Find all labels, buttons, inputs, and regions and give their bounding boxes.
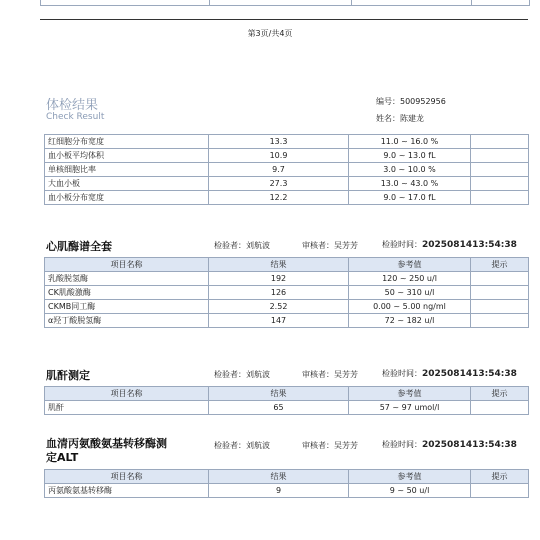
section-time-value: 2025081413:54:38 bbox=[422, 369, 517, 379]
table-header-row bbox=[45, 387, 529, 401]
item-name: α羟丁酸脱氢酶 bbox=[45, 314, 209, 328]
section-title-line1: 血清丙氨酸氨基转移酶测 bbox=[46, 437, 167, 450]
item-result: 2.52 bbox=[209, 300, 349, 314]
item-result: 12.2 bbox=[209, 191, 349, 205]
col-header-ref: 参考值 bbox=[349, 387, 471, 401]
section-title-cardiac-enzymes: 心肌酶谱全套 bbox=[46, 240, 112, 253]
col-header-hint: 提示 bbox=[471, 470, 529, 484]
section-checker: 检验者：刘航波 bbox=[214, 370, 270, 379]
col-header-hint: 提示 bbox=[471, 387, 529, 401]
item-result: 126 bbox=[209, 286, 349, 300]
item-ref: 11.0 ~ 16.0 % bbox=[349, 135, 471, 149]
item-ref: 9 ~ 50 u/l bbox=[349, 484, 471, 498]
table-header-row bbox=[45, 258, 529, 272]
table-row bbox=[45, 484, 529, 498]
report-number-label: 编号： bbox=[376, 97, 400, 106]
alt-table bbox=[44, 469, 529, 498]
col-header-result: 结果 bbox=[209, 387, 349, 401]
item-ref: 57 ~ 97 umol/l bbox=[349, 401, 471, 415]
section-reviewer: 审核者：吴芳芳 bbox=[302, 441, 358, 450]
item-ref: 3.0 ~ 10.0 % bbox=[349, 163, 471, 177]
item-result: 10.9 bbox=[209, 149, 349, 163]
page-separator bbox=[40, 19, 528, 20]
item-ref: 0.00 ~ 5.00 ng/ml bbox=[349, 300, 471, 314]
creatinine-table bbox=[44, 386, 529, 415]
col-header-name: 项目名称 bbox=[45, 387, 209, 401]
item-result: 27.3 bbox=[209, 177, 349, 191]
report-number-value: 500952956 bbox=[400, 97, 446, 106]
table-header-row bbox=[45, 470, 529, 484]
report-number bbox=[376, 96, 446, 107]
item-ref: 72 ~ 182 u/l bbox=[349, 314, 471, 328]
table-row bbox=[45, 314, 529, 328]
item-result: 13.3 bbox=[209, 135, 349, 149]
item-hint bbox=[471, 401, 529, 415]
section-time bbox=[382, 368, 517, 379]
item-hint bbox=[471, 191, 529, 205]
table-row bbox=[45, 177, 529, 191]
section-time-label: 检验时间： bbox=[382, 440, 422, 449]
patient-name-label: 姓名： bbox=[376, 114, 400, 123]
section-checker: 检验者：刘航波 bbox=[214, 441, 270, 450]
item-name: 血小板平均体积 bbox=[45, 149, 209, 163]
item-name: CKMB同工酶 bbox=[45, 300, 209, 314]
section-title-creatinine: 肌酐测定 bbox=[46, 369, 90, 382]
item-hint bbox=[471, 484, 529, 498]
item-result: 9.7 bbox=[209, 163, 349, 177]
item-result: 9 bbox=[209, 484, 349, 498]
item-hint bbox=[471, 314, 529, 328]
item-name: 单核细胞比率 bbox=[45, 163, 209, 177]
table-row bbox=[45, 135, 529, 149]
item-result: 65 bbox=[209, 401, 349, 415]
item-name: CK肌酸激酶 bbox=[45, 286, 209, 300]
table-row bbox=[45, 300, 529, 314]
item-ref: 13.0 ~ 43.0 % bbox=[349, 177, 471, 191]
item-name: 丙氨酸氨基转移酶 bbox=[45, 484, 209, 498]
section-time-value: 2025081413:54:38 bbox=[422, 440, 517, 450]
section-time bbox=[382, 239, 517, 250]
item-hint bbox=[471, 286, 529, 300]
item-name: 血小板分布宽度 bbox=[45, 191, 209, 205]
section-title-alt bbox=[46, 437, 167, 465]
table-row bbox=[45, 272, 529, 286]
section-checker: 检验者：刘航波 bbox=[214, 241, 270, 250]
item-name: 大血小板 bbox=[45, 177, 209, 191]
item-ref: 9.0 ~ 17.0 fL bbox=[349, 191, 471, 205]
table-row bbox=[45, 286, 529, 300]
table-row bbox=[45, 191, 529, 205]
section-time-label: 检验时间： bbox=[382, 240, 422, 249]
page-title-en: Check Result bbox=[46, 112, 105, 122]
item-result: 192 bbox=[209, 272, 349, 286]
item-result: 147 bbox=[209, 314, 349, 328]
item-ref: 120 ~ 250 u/l bbox=[349, 272, 471, 286]
item-hint bbox=[471, 163, 529, 177]
col-header-hint: 提示 bbox=[471, 258, 529, 272]
cardiac-enzymes-table bbox=[44, 257, 529, 328]
item-hint bbox=[471, 135, 529, 149]
table-row bbox=[45, 163, 529, 177]
section-time-value: 2025081413:54:38 bbox=[422, 240, 517, 250]
table-row bbox=[45, 401, 529, 415]
prev-page-table-remnant bbox=[40, 0, 530, 6]
item-hint bbox=[471, 300, 529, 314]
section-reviewer: 审核者：吴芳芳 bbox=[302, 370, 358, 379]
item-name: 肌酐 bbox=[45, 401, 209, 415]
page-title-cn: 体检结果 bbox=[46, 98, 99, 113]
section-title-line2: 定ALT bbox=[46, 451, 79, 464]
item-hint bbox=[471, 272, 529, 286]
patient-name-value: 陈建龙 bbox=[400, 114, 424, 123]
item-ref: 9.0 ~ 13.0 fL bbox=[349, 149, 471, 163]
item-ref: 50 ~ 310 u/l bbox=[349, 286, 471, 300]
section-time bbox=[382, 439, 517, 450]
blood-routine-table bbox=[44, 134, 529, 205]
col-header-ref: 参考值 bbox=[349, 470, 471, 484]
item-hint bbox=[471, 177, 529, 191]
col-header-name: 项目名称 bbox=[45, 258, 209, 272]
item-name: 乳酸脱氢酶 bbox=[45, 272, 209, 286]
col-header-result: 结果 bbox=[209, 258, 349, 272]
patient-name bbox=[376, 113, 424, 124]
page-footer: 第3页/共4页 bbox=[247, 29, 293, 38]
section-reviewer: 审核者：吴芳芳 bbox=[302, 241, 358, 250]
table-row bbox=[45, 149, 529, 163]
item-hint bbox=[471, 149, 529, 163]
col-header-ref: 参考值 bbox=[349, 258, 471, 272]
col-header-result: 结果 bbox=[209, 470, 349, 484]
col-header-name: 项目名称 bbox=[45, 470, 209, 484]
section-time-label: 检验时间： bbox=[382, 369, 422, 378]
item-name: 红细胞分布宽度 bbox=[45, 135, 209, 149]
